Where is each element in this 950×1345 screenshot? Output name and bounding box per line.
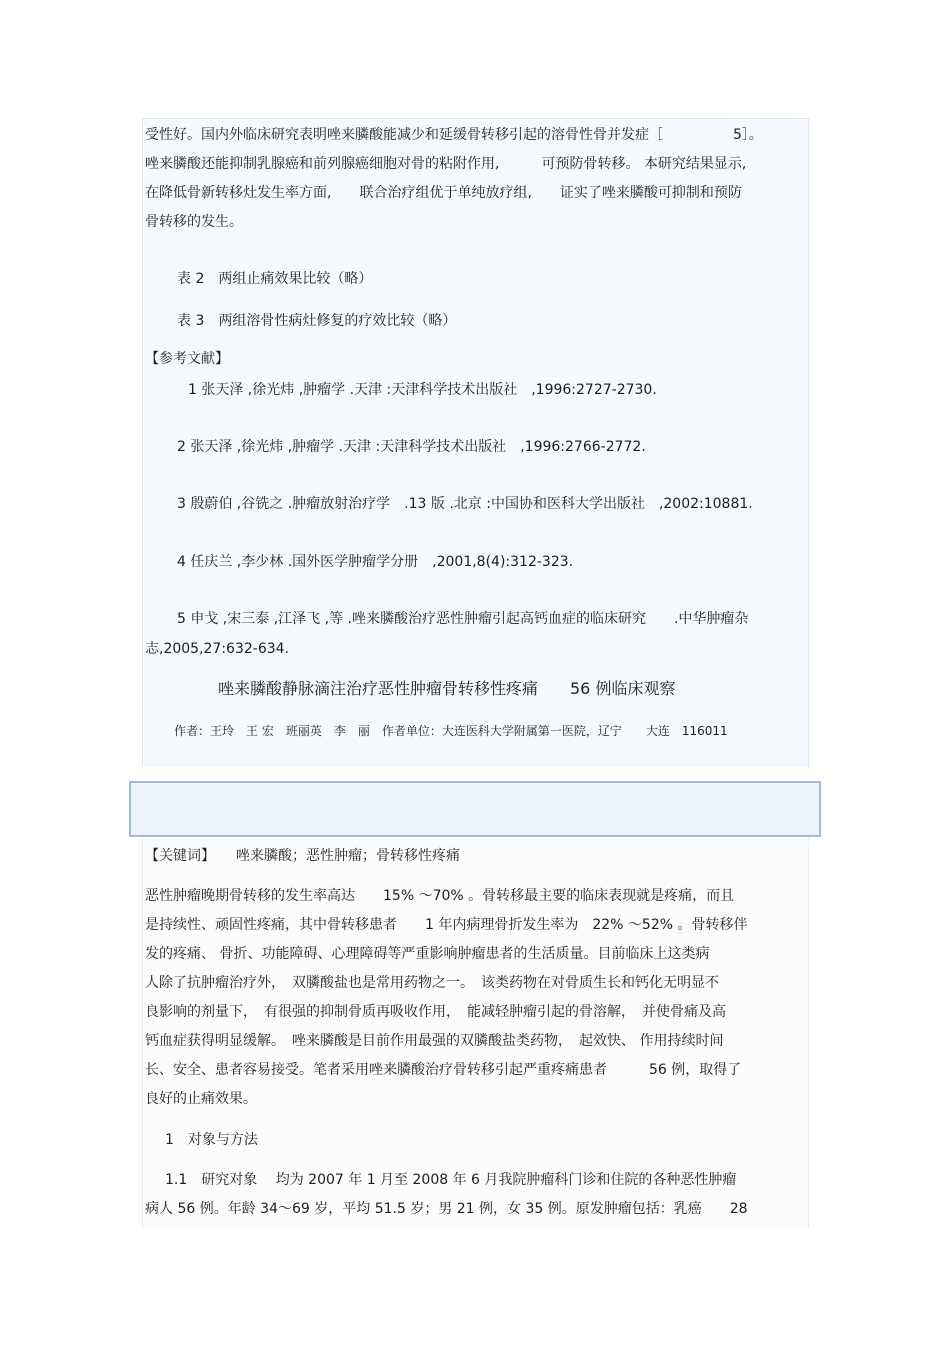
prev-para-line-2: 唑来膦酸还能抑制乳腺癌和前列腺癌细胞对骨的粘附作用, 可预防骨转移。 本研究结果显示, [145, 156, 747, 172]
subsection-line-2: 病人 56 例。年龄 34～69 岁，平均 51.5 岁；男 21 例，女 35 例。原发肿瘤包括：乳癌 28 [145, 1201, 748, 1217]
reference-5: 5 申戈 ,宋三泰 ,江泽飞 ,等 .唑来膦酸治疗恶性肿瘤引起高钙血症的临床研究 .中华肿瘤杂 [177, 611, 749, 627]
reference-3: 3 殷蔚伯 ,谷铣之 .肿瘤放射治疗学 .13 版 .北京 :中国协和医科大学出版社 ,2002:10881. [177, 496, 753, 512]
article-title: 唑来膦酸静脉滴注治疗恶性肿瘤骨转移性疼痛 56 例临床观察 [218, 679, 676, 698]
references-heading: 【参考文献】 [145, 351, 229, 367]
reference-2: 2 张天泽 ,徐光炜 ,肿瘤学 .天津 :天津科学技术出版社 ,1996:2766-2772. [177, 439, 646, 455]
section-1-heading: 1 对象与方法 [165, 1132, 258, 1148]
reference-5-continued: 志,2005,27:632-634. [145, 641, 290, 657]
prev-para-line-4: 骨转移的发生。 [145, 214, 243, 230]
reference-1: 1 张天泽 ,徐光炜 ,肿瘤学 .天津 :天津科学技术出版社 ,1996:2727-2730. [188, 382, 657, 398]
table-3-caption: 表 3 两组溶骨性病灶修复的疗效比较（略） [177, 313, 457, 329]
reference-4: 4 任庆兰 ,李少林 .国外医学肿瘤学分册 ,2001,8(4):312-323. [177, 554, 574, 570]
keywords: 【关键词】 唑来膦酸；恶性肿瘤；骨转移性疼痛 [145, 848, 460, 864]
prev-para-line-1: 受性好。国内外临床研究表明唑来膦酸能减少和延缓骨转移引起的溶骨性骨并发症［ 5］。 [145, 127, 763, 143]
intro-line-2: 是持续性、顽固性疼痛，其中骨转移患者 1 年内病理骨折发生率为 22% ～52% 。骨转移伴 [145, 917, 748, 933]
prev-para-line-3: 在降低骨新转移灶发生率方面, 联合治疗组优于单纯放疗组, 证实了唑来膦酸可抑制和预防 [145, 185, 742, 201]
intro-line-7: 长、安全、患者容易接受。笔者采用唑来膦酸治疗骨转移引起严重疼痛患者 56 例，取得了 [145, 1062, 742, 1078]
intro-line-8: 良好的止痛效果。 [145, 1091, 257, 1107]
intro-line-5: 良影响的剂量下， 有很强的抑制骨质再吸收作用， 能减轻肿瘤引起的骨溶解， 并使骨痛及高 [145, 1004, 726, 1020]
intro-line-3: 发的疼痛、 骨折、功能障碍、心理障碍等严重影响肿瘤患者的生活质量。目前临床上这类病 [145, 946, 710, 962]
subsection-line-1: 1.1 研究对象 均为 2007 年 1 月至 2008 年 6 月我院肿瘤科门诊和住院的各种恶性肿瘤 [165, 1172, 737, 1188]
article-authors: 作者：王玲 王 宏 班丽英 李 丽 作者单位：大连医科大学附属第一医院，辽宁 大连 116011 [174, 724, 728, 738]
intro-line-4: 人除了抗肿瘤治疗外， 双膦酸盐也是常用药物之一。 该类药物在对骨质生长和钙化无明显不 [145, 975, 719, 991]
table-2-caption: 表 2 两组止痛效果比较（略） [177, 271, 373, 287]
intro-line-6: 钙血症获得明显缓解。 唑来膦酸是目前作用最强的双膦酸盐类药物， 起效快、 作用持续时间 [145, 1033, 724, 1049]
intro-line-1: 恶性肿瘤晚期骨转移的发生率高达 15% ～70% 。骨转移最主要的临床表现就是疼痛，而且 [145, 888, 735, 904]
empty-highlight-box [129, 781, 821, 837]
